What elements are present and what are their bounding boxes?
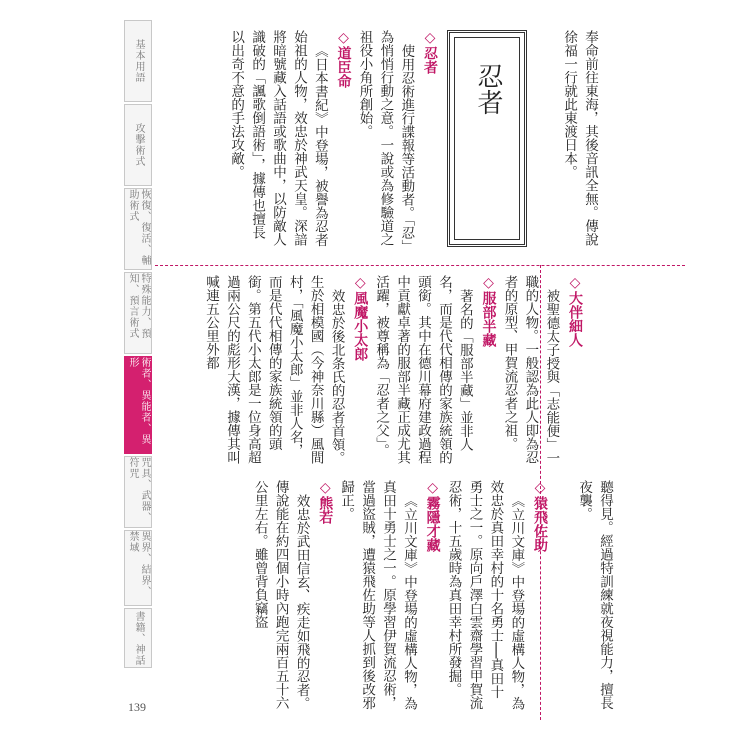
entry-heading: ◇熊若 (317, 480, 334, 524)
horizontal-divider (155, 265, 685, 266)
entry-heading: ◇大伴細人 (567, 275, 583, 347)
tab-attack[interactable]: 攻擊術式 (124, 104, 152, 186)
entry-heading: ◇霧隱才藏 (424, 480, 441, 552)
middle-entries (165, 275, 585, 470)
entry-text: 使用忍術進行諜報等活動者。「忍」為悄悄行動之意。一說或為修驗道之祖役小角所創始。 (356, 30, 415, 246)
bottom-entries (165, 480, 550, 710)
tab-realms[interactable]: 異界、結界、禁域 (124, 530, 152, 606)
entry-text: 《立川文庫》中登場的虛構人物，為效忠於真田幸村的十名勇士──真田十勇士之一。原向戶澤白雲齋學習甲賀流忍術，十五歲時為真田幸村所發掘。 (445, 480, 525, 710)
entry-text: 效忠於武田信玄、疾走如飛的忍者。傳說能在約四個小時內跑完兩百五十六公里左右。雖曾背負竊盜 (251, 480, 310, 710)
top-entries (200, 30, 440, 250)
continued-text-top: 奉命前往東海，其後音訊全無。傳說徐福一行就此東渡日本。 (561, 30, 598, 246)
tab-books[interactable]: 書籍、神話 (124, 608, 152, 668)
entry-heading: ◇道臣命 (335, 30, 352, 88)
tab-recovery[interactable]: 恢復、復活、輔助術式 (124, 188, 152, 270)
entry-text: 《立川文庫》中登場的虛構人物，為真田十勇士之一。原學習伊賀流忍術，當過盜賊，遭猿飛佐助等人抓到後改邪歸正。 (338, 480, 417, 710)
entry-heading: ◇猿飛佐助 (532, 480, 548, 552)
section-title: 忍者 (473, 63, 503, 115)
entry-text: 《日本書紀》中登場，被譽為忍者始祖的人物，效忠於神武天皇。深諳將暗號藏入話語或歌曲中，以防敵人識破的「諷歌倒語術」，據傳也擅長以出奇不意的手法攻敵。 (228, 30, 328, 246)
tab-basic-terms[interactable]: 基本用語 (124, 20, 152, 102)
tab-practitioners[interactable]: 術者、異能者、異形 (124, 356, 152, 454)
entry-heading: ◇服部半藏 (480, 275, 497, 347)
section-title-box (447, 30, 527, 247)
entry-text: 被聖德太子授與「志能便」一職的人物。一般認為此人即為忍者的原型、甲賀流忍者之祖。 (501, 275, 560, 464)
chapter-tabs (124, 20, 152, 666)
entry-heading: ◇風魔小太郎 (352, 275, 369, 361)
page-number: 139 (128, 700, 146, 714)
tab-special-abilities[interactable]: 特殊能力、預知、預言術式 (124, 272, 152, 354)
tab-tools[interactable]: 咒具、武器、符咒 (124, 456, 152, 528)
entry-text: 著名的「服部半藏」並非人名，而是代代相傳的家族統領的頭銜。其中在德川幕府建政過程中貢獻卓著的服部半藏正成尤其活躍，被尊稱為「忍者之父」。 (373, 275, 473, 464)
entry-text: 效忠於後北条氏的忍者首領。生於相模國（今神奈川縣）風間村，「風魔小太郎」並非人名，而是代代相傳的家族統領的頭銜。第五代小太郎是一位身高超過兩公尺的彪形大漢，據傳其叫喊連五公里外都 (203, 275, 345, 464)
entry-heading: ◇忍者 (422, 30, 438, 74)
continued-text-bottom: 聽得見。經過特訓練就夜視能力，擅長夜襲。 (576, 480, 613, 710)
